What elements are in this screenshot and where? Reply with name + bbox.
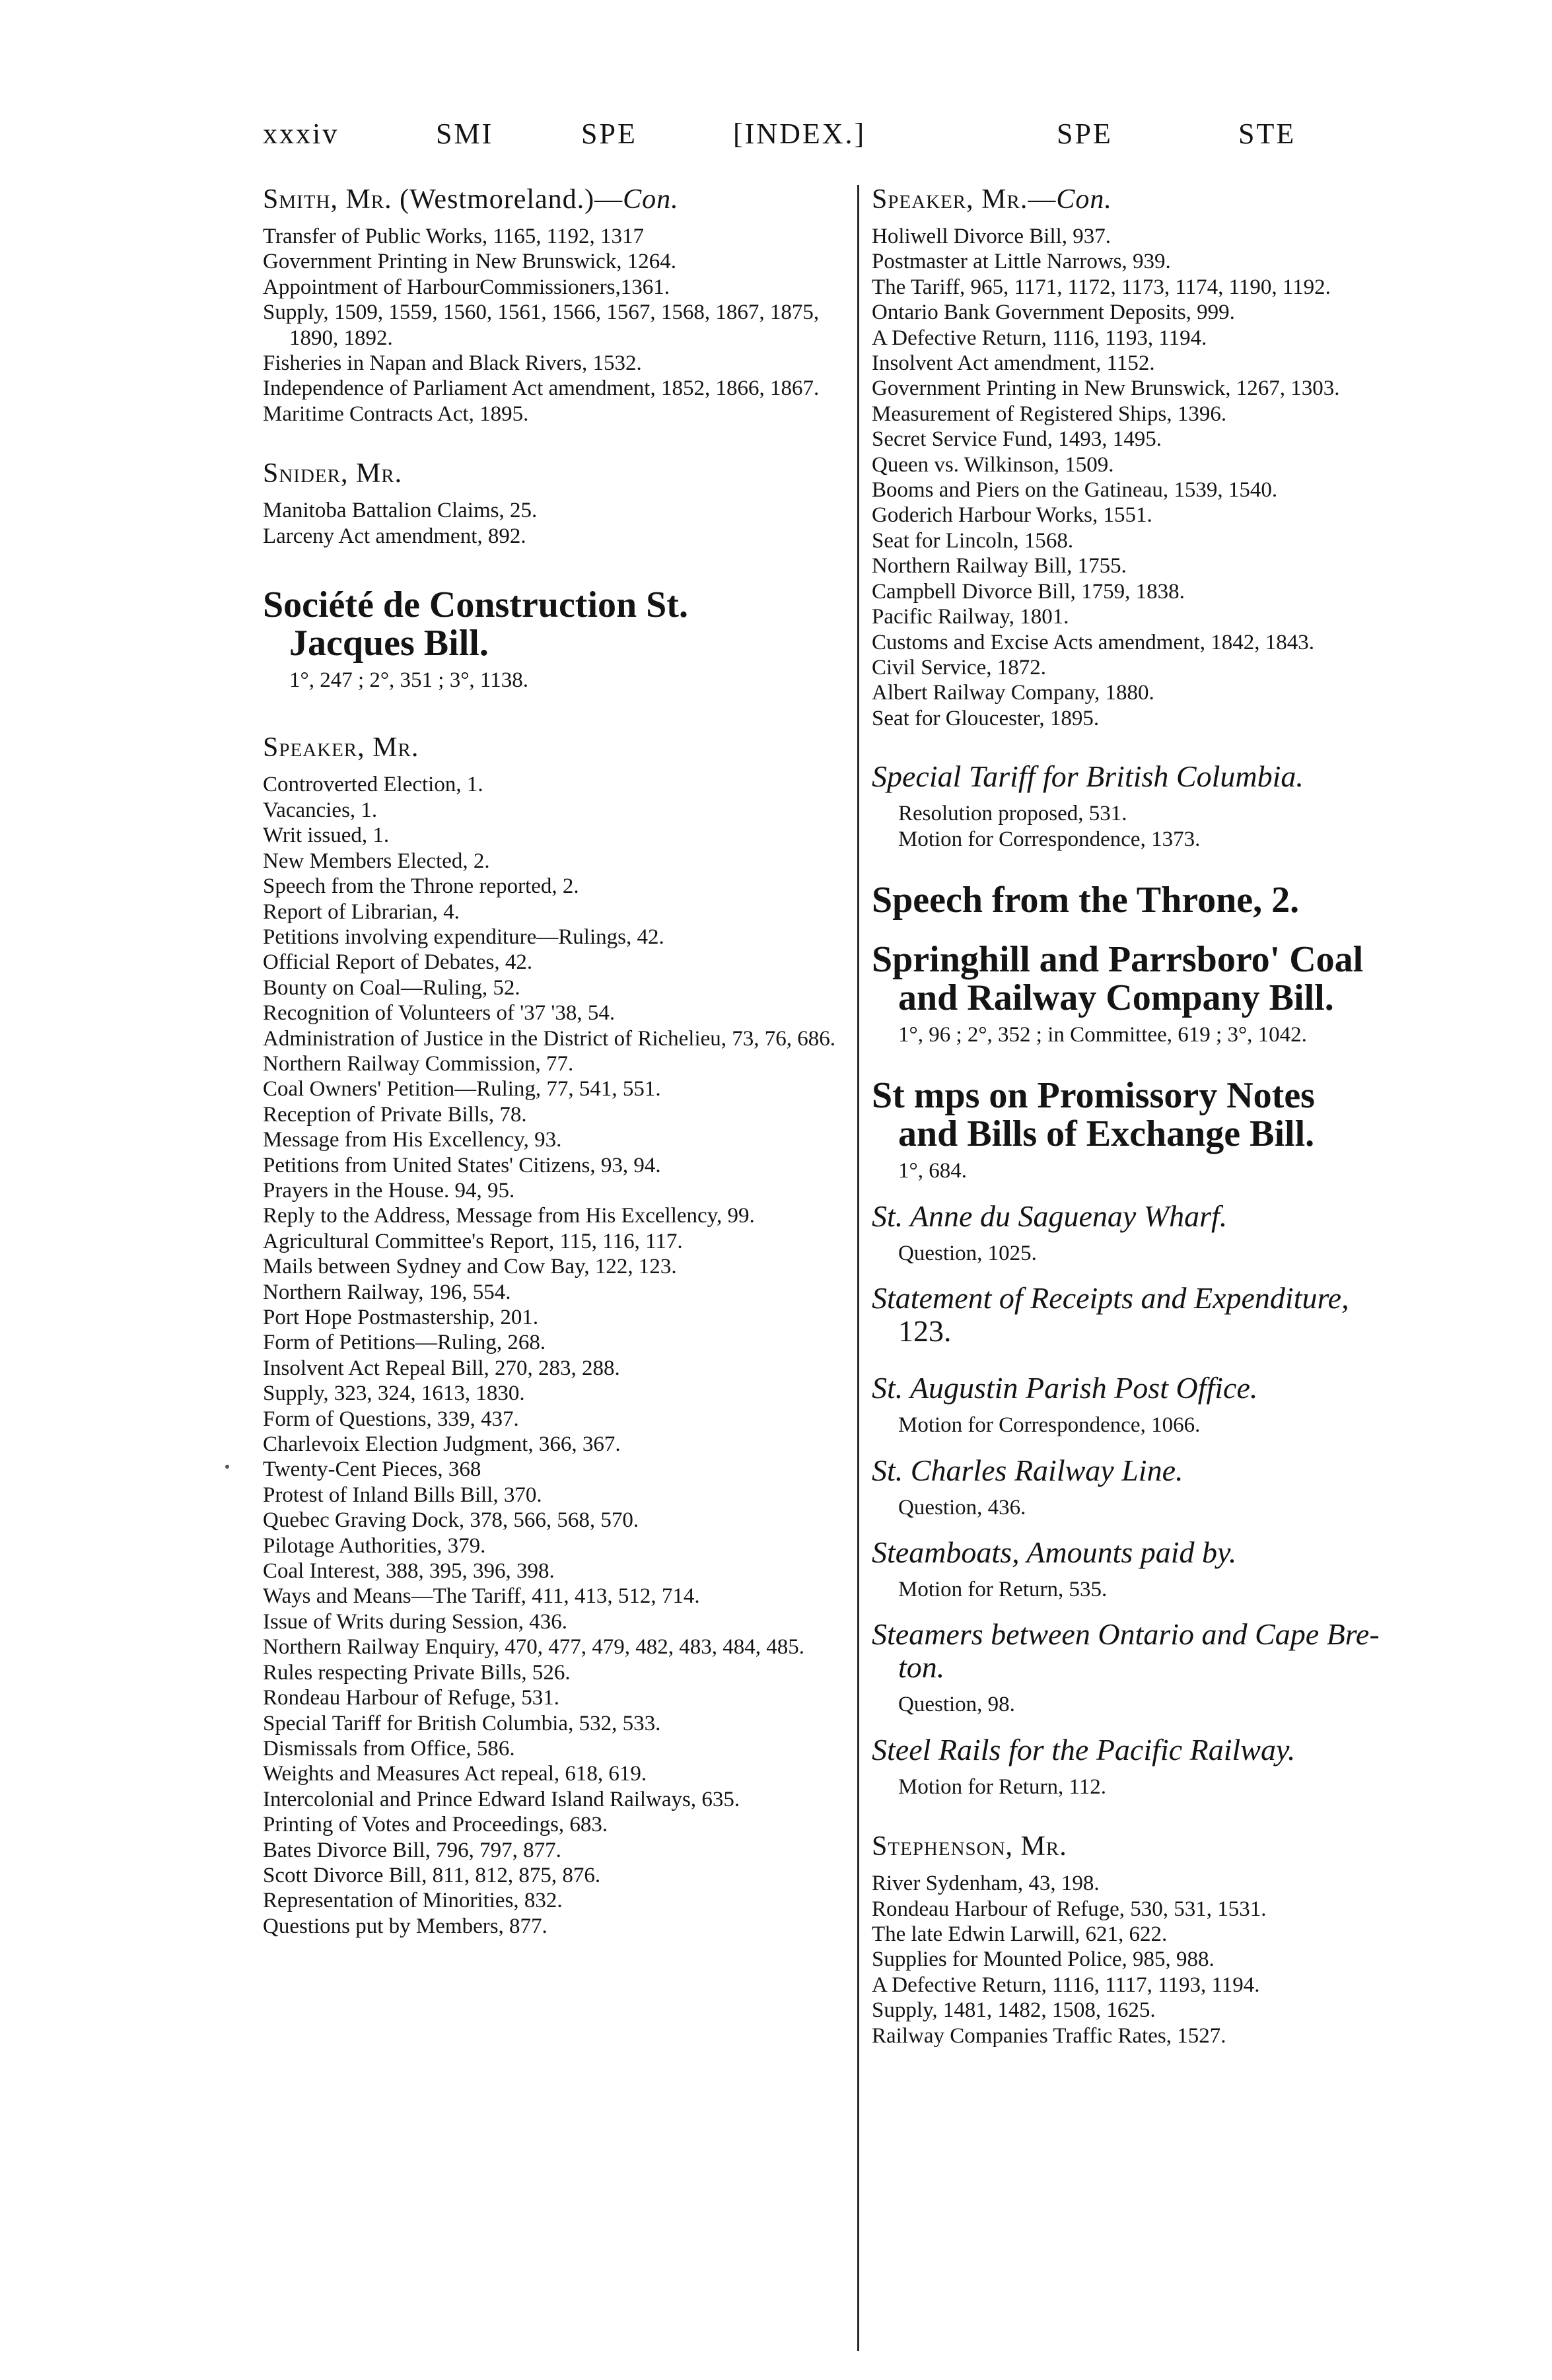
list-item: Representation of Minorities, 832.	[263, 1889, 563, 1913]
bill-title-line: and Railway Company Bill.	[898, 977, 1334, 1018]
list-item: Goderich Harbour Works, 1551.	[872, 503, 1152, 528]
list-item: Form of Petitions—Ruling, 268.	[263, 1331, 546, 1355]
subject-title: St. Charles Railway Line.	[872, 1453, 1183, 1487]
list-item: Appointment of HarbourCommissioners,1361.	[263, 275, 670, 299]
entry-springhill-bill	[872, 940, 1476, 1047]
list-item: Rondeau Harbour of Refuge, 530, 531, 1531.	[872, 1897, 1267, 1921]
subject-list	[872, 224, 1476, 731]
subject-title	[872, 1618, 1476, 1684]
continued-label: Con.	[1056, 184, 1112, 215]
entry-steamboats	[872, 1536, 1476, 1602]
list-item: Special Tariff for British Columbia, 532, 533.	[263, 1711, 661, 1735]
bill-title-line: St mps on Promissory Notes	[872, 1075, 1315, 1117]
list-item: Rondeau Harbour of Refuge, 531.	[263, 1686, 560, 1710]
subject-list	[872, 801, 1476, 852]
bill-readings: 1°, 247 ; 2°, 351 ; 3°, 1138.	[289, 668, 528, 693]
list-item: Pilotage Authorities, 379.	[263, 1533, 486, 1558]
member-riding: (Westmoreland.)—	[392, 184, 623, 215]
list-item: Question, 98.	[898, 1693, 1015, 1717]
entry-societe-bill	[263, 586, 844, 693]
subject-title-line: Statement of Receipts and Expenditure,	[872, 1281, 1349, 1315]
list-item: Northern Railway Commission, 77.	[263, 1051, 574, 1076]
list-item: Reception of Private Bills, 78.	[263, 1102, 527, 1127]
subject-list	[872, 1871, 1476, 2048]
list-item: Pacific Railway, 1801.	[872, 605, 1069, 629]
list-item: Customs and Excise Acts amendment, 1842, 1843.	[872, 630, 1315, 654]
list-item: Albert Railway Company, 1880.	[872, 681, 1154, 705]
entry-speaker	[263, 730, 844, 1939]
list-item: Measurement of Registered Ships, 1396.	[872, 402, 1227, 426]
member-name: Speaker, Mr.—	[872, 184, 1057, 215]
list-item: Questions put by Members, 877.	[263, 1914, 547, 1938]
member-heading	[872, 1829, 1476, 1864]
list-item: Dismissals from Office, 586.	[263, 1736, 515, 1761]
list-item: Charlevoix Election Judgment, 366, 367.	[263, 1432, 621, 1457]
list-item: Insolvent Act Repeal Bill, 270, 283, 288.	[263, 1356, 620, 1380]
entry-smith	[263, 182, 844, 427]
bill-title-line: Société de Construction St.	[263, 584, 688, 626]
list-item: Supply, 1509, 1559, 1560, 1561, 1566, 1567, 1568, 1867, 1875, 1890, 1892.	[263, 300, 820, 350]
entry-st-augustin	[872, 1372, 1476, 1438]
entry-speaker-continued	[872, 182, 1476, 731]
list-item: Motion for Correspondence, 1373.	[898, 827, 1201, 851]
list-item: Message from His Excellency, 93.	[263, 1128, 562, 1152]
bill-title-line: and Bills of Exchange Bill.	[898, 1113, 1315, 1155]
range-start-right: SPE	[1057, 118, 1113, 150]
list-item: Quebec Graving Dock, 378, 566, 568, 570.	[263, 1508, 639, 1533]
entry-statement	[872, 1282, 1476, 1348]
column-divider	[857, 185, 859, 2351]
list-item: Ontario Bank Government Deposits, 999.	[872, 300, 1235, 325]
list-item: Motion for Correspondence, 1066.	[898, 1413, 1201, 1438]
entry-st-charles	[872, 1454, 1476, 1520]
list-item: Controverted Election, 1.	[263, 773, 483, 797]
list-item: Speech from the Throne reported, 2.	[263, 874, 579, 899]
member-heading	[263, 730, 844, 765]
entry-stephenson	[872, 1829, 1476, 2048]
list-item: A Defective Return, 1116, 1193, 1194.	[872, 326, 1207, 350]
list-item: Holiwell Divorce Bill, 937.	[872, 225, 1111, 248]
list-item: Reply to the Address, Message from His Excellency, 99.	[263, 1204, 755, 1228]
bill-title-line: Jacques Bill.	[289, 623, 489, 664]
list-item: Rules respecting Private Bills, 526.	[263, 1660, 571, 1685]
subject-title	[872, 1282, 1476, 1348]
list-item: Printing of Votes and Proceedings, 683.	[263, 1813, 608, 1837]
list-item: Insolvent Act amendment, 1152.	[872, 351, 1155, 376]
list-item: Prayers in the House. 94, 95.	[263, 1178, 515, 1203]
subject-title: Speech from the Throne, 2.	[872, 879, 1300, 921]
subject-title-line: Steamers between Ontario and Cape Bre-	[872, 1617, 1380, 1652]
bill-readings: 1°, 684.	[898, 1159, 967, 1183]
list-item: Question, 1025.	[898, 1241, 1037, 1265]
list-item: Recognition of Volunteers of '37 '38, 54.	[263, 1001, 616, 1026]
entry-st-anne	[872, 1200, 1476, 1266]
list-item: Coal Interest, 388, 395, 396, 398.	[263, 1559, 555, 1584]
subject-list	[263, 224, 844, 427]
entry-stamps-bill	[872, 1076, 1476, 1183]
list-item: Scott Divorce Bill, 811, 812, 875, 876.	[263, 1863, 601, 1887]
entry-speech-throne	[872, 881, 1476, 919]
list-item: Resolution proposed, 531.	[898, 802, 1127, 826]
list-item: Larceny Act amendment, 892.	[263, 524, 526, 548]
list-item: Government Printing in New Brunswick, 1264.	[263, 250, 677, 274]
list-item: Supplies for Mounted Police, 985, 988.	[872, 1947, 1215, 1972]
list-item: Port Hope Postmastership, 201.	[263, 1306, 539, 1329]
list-item: Seat for Gloucester, 1895.	[872, 706, 1100, 730]
range-end-right: STE	[1238, 118, 1296, 150]
left-column	[263, 182, 844, 1939]
list-item: Administration of Justice in the District of Richelieu, 73, 76, 686.	[263, 1026, 836, 1051]
continued-label: Con.	[623, 184, 679, 215]
list-item: Secret Service Fund, 1493, 1495.	[872, 427, 1162, 452]
list-item: Issue of Writs during Session, 436.	[263, 1609, 567, 1634]
list-item: Northern Railway Enquiry, 470, 477, 479, 482, 483, 484, 485.	[263, 1635, 805, 1660]
section-label: [INDEX.]	[733, 118, 866, 150]
list-item: River Sydenham, 43, 198.	[872, 1872, 1100, 1896]
subject-title: St. Augustin Parish Post Office.	[872, 1371, 1258, 1405]
list-item: Northern Railway Bill, 1755.	[872, 554, 1127, 578]
entry-steel-rails	[872, 1733, 1476, 1800]
bill-readings: 1°, 96 ; 2°, 352 ; in Committee, 619 ; 3°, 1042.	[898, 1022, 1307, 1047]
list-item: Booms and Piers on the Gatineau, 1539, 1540.	[872, 478, 1278, 503]
list-item: Bates Divorce Bill, 796, 797, 877.	[263, 1838, 561, 1862]
bill-title	[872, 940, 1476, 1017]
subject-title: Special Tariff for British Columbia.	[872, 759, 1304, 794]
list-item: Maritime Contracts Act, 1895.	[263, 402, 529, 426]
member-name: Snider, Mr.	[263, 458, 403, 489]
member-heading	[263, 456, 844, 491]
member-name: Smith, Mr.	[263, 184, 392, 215]
list-item: Petitions involving expenditure—Rulings, 42.	[263, 925, 664, 949]
list-item: Vacancies, 1.	[263, 798, 378, 822]
page-number: xxxiv	[263, 118, 339, 150]
list-item: A Defective Return, 1116, 1117, 1193, 1194.	[872, 1973, 1260, 1997]
list-item: Fisheries in Napan and Black Rivers, 1532.	[263, 351, 642, 376]
list-item: Ways and Means—The Tariff, 411, 413, 512, 714.	[263, 1584, 700, 1609]
list-item: Petitions from United States' Citizens, 93, 94.	[263, 1153, 661, 1177]
bill-title	[263, 586, 844, 662]
list-item: Intercolonial and Prince Edward Island Railways, 635.	[263, 1787, 740, 1811]
entry-steamers	[872, 1618, 1476, 1717]
subject-list	[263, 498, 844, 549]
margin-dot	[225, 1465, 229, 1469]
member-heading	[263, 182, 844, 217]
subject-title: Steamboats, Amounts paid by.	[872, 1535, 1237, 1569]
list-item: Mails between Sydney and Cow Bay, 122, 123.	[263, 1255, 677, 1279]
subject-list	[263, 772, 844, 1939]
subject-title: St. Anne du Saguenay Wharf.	[872, 1199, 1228, 1233]
list-item: Bounty on Coal—Ruling, 52.	[263, 975, 520, 1000]
list-item: Seat for Lincoln, 1568.	[872, 528, 1074, 553]
subject-title-page: 123.	[898, 1314, 952, 1348]
entry-snider	[263, 456, 844, 549]
list-item: Motion for Return, 535.	[898, 1577, 1108, 1601]
right-column	[872, 182, 1476, 2048]
list-item: Campbell Divorce Bill, 1759, 1838.	[872, 579, 1185, 604]
list-item: Queen vs. Wilkinson, 1509.	[872, 452, 1114, 477]
list-item: Railway Companies Traffic Rates, 1527.	[872, 2023, 1226, 2048]
bill-title-line: Springhill and Parrsboro' Coal	[872, 938, 1364, 980]
list-item: New Members Elected, 2.	[263, 849, 490, 873]
member-heading	[872, 182, 1476, 217]
list-item: Agricultural Committee's Report, 115, 116, 117.	[263, 1229, 683, 1253]
bill-title	[872, 1076, 1476, 1153]
list-item: Report of Librarian, 4.	[263, 899, 460, 924]
subject-title: Steel Rails for the Pacific Railway.	[872, 1732, 1296, 1767]
list-item: The Tariff, 965, 1171, 1172, 1173, 1174, 1190, 1192.	[872, 275, 1331, 299]
member-name: Stephenson, Mr.	[872, 1831, 1067, 1862]
list-item: Motion for Return, 112.	[898, 1774, 1106, 1799]
list-item: Form of Questions, 339, 437.	[263, 1407, 519, 1431]
list-item: Supply, 1481, 1482, 1508, 1625.	[872, 1998, 1156, 2023]
list-item: Weights and Measures Act repeal, 618, 619.	[263, 1762, 647, 1786]
entry-special-tariff	[872, 760, 1476, 852]
list-item: Manitoba Battalion Claims, 25.	[263, 499, 538, 523]
list-item: Writ issued, 1.	[263, 823, 390, 848]
list-item: Question, 436.	[898, 1495, 1026, 1520]
range-end: SPE	[581, 118, 637, 150]
list-item: Independence of Parliament Act amendment, 1852, 1866, 1867.	[263, 376, 820, 401]
list-item: Government Printing in New Brunswick, 1267, 1303.	[872, 376, 1340, 401]
list-item: Protest of Inland Bills Bill, 370.	[263, 1483, 542, 1507]
list-item: Transfer of Public Works, 1165, 1192, 1317	[263, 225, 644, 248]
page-header	[0, 111, 1552, 157]
subject-title-line: ton.	[898, 1650, 945, 1685]
list-item: Coal Owners' Petition—Ruling, 77, 541, 551.	[263, 1077, 661, 1102]
member-name: Speaker, Mr.	[263, 732, 419, 763]
list-item: Civil Service, 1872.	[872, 655, 1046, 680]
list-item: Postmaster at Little Narrows, 939.	[872, 250, 1171, 274]
list-item: Official Report of Debates, 42.	[263, 950, 533, 975]
list-item: Northern Railway, 196, 554.	[263, 1280, 511, 1304]
list-item: The late Edwin Larwill, 621, 622.	[872, 1922, 1168, 1946]
range-start: SMI	[436, 118, 494, 150]
list-item: Supply, 323, 324, 1613, 1830.	[263, 1382, 525, 1406]
list-item: Twenty-Cent Pieces, 368	[263, 1457, 481, 1482]
